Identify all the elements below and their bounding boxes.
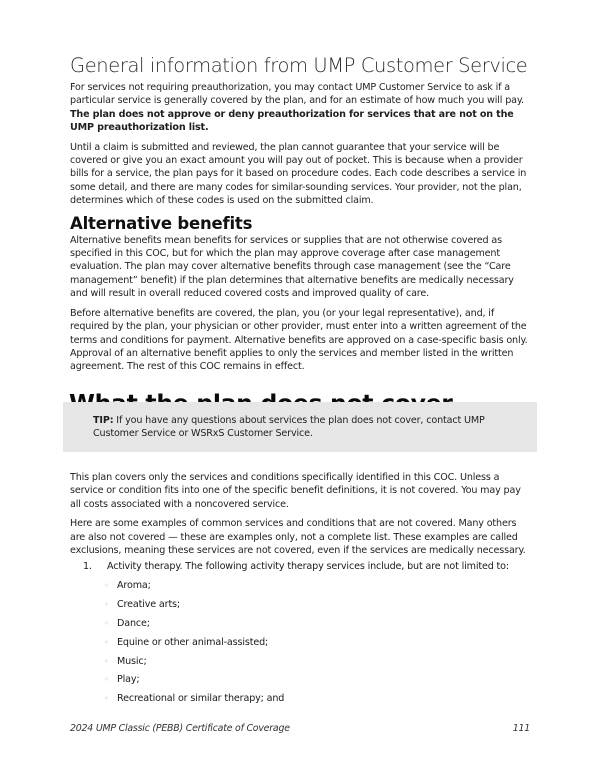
sub-list-item-text: Equine or other animal-assisted; [117, 636, 269, 648]
sub-list-item-text: Play; [117, 674, 140, 686]
bullet-icon: ◦ [104, 675, 109, 685]
bullet-icon: ◦ [104, 656, 109, 666]
sub-list-item [70, 598, 532, 617]
bullet-icon: ◦ [104, 581, 109, 590]
list-number: 1. [83, 561, 92, 572]
footer-document-title: 2024 UMP Classic (PEBB) Certificate of Coverage [70, 723, 290, 734]
page-number: 111 [512, 723, 530, 734]
bullet-icon: ◦ [104, 599, 109, 609]
tip-body: If you have any questions about services the plan does not cover, contact UMP Customer Service or WSRxS Customer Service. [93, 415, 485, 440]
paragraph-exclusions-intro: Here are some examples of common services and conditions that are not covered. Many others are also not covered — these are examples only, not a complete list. These examples are called exclusions, meaning these services are not covered, even if the services are medically necessary. [70, 518, 526, 557]
bullet-icon: ◦ [104, 618, 109, 628]
sub-list-item [70, 655, 532, 674]
paragraph-text: For services not requiring preauthorization, you may contact UMP Customer Service to ask if a particular service is generally covered by the plan, and for an estimate of how much you will pay. [70, 82, 524, 107]
main-content [70, 54, 532, 418]
bullet-icon: ◦ [104, 637, 109, 647]
heading-alternative-benefits: Alternative benefits [70, 213, 253, 233]
tip-box [63, 402, 537, 452]
exclusions-list [70, 560, 532, 711]
sub-list-item-text: Aroma; [117, 580, 151, 591]
bold-statement: The plan does not approve or deny preauthorization for services that are not on the UMP preauthorization list. [70, 108, 514, 134]
tip-label: TIP: [93, 415, 114, 426]
list-item [70, 560, 532, 579]
sub-list-item-text: Music; [117, 655, 147, 667]
page-footer [70, 723, 530, 734]
paragraph-alternative-agreement: Before alternative benefits are covered, the plan, you (or your legal representative), and, if required by the plan, your physician or other provider, must enter into a written agreement of the terms and conditions for payment. Alternative benefits are approved on a case-specific basis only. Approval of an alternative benefit applies to only the services and member listed in the written agreement. The rest of this COC remains in effect. [70, 307, 528, 373]
paragraph-coverage-scope: This plan covers only the services and conditions specifically identified in this COC. Unless a service or condition fits into one of the specific benefit definitions, it is not covered. You may pay all costs associated with a noncovered service. [70, 472, 521, 510]
sub-list-item [70, 617, 532, 636]
sub-list-item-text: Creative arts; [117, 598, 180, 610]
paragraph-claim-guarantee: Until a claim is submitted and reviewed, the plan cannot guarantee that your service will be covered or give you an exact amount you will pay out of pocket. This is because when a provider bills for a service, the plan pays for it based on procedure codes. Each code describes a service in some detail, and there are many codes for similar-sounding services. Your provider, not the plan, determines which of these codes is used on the submitted claim. [70, 141, 527, 207]
sub-list-item [70, 636, 532, 655]
bullet-icon: ◦ [104, 694, 109, 704]
tip-text [93, 414, 513, 441]
paragraph-preauthorization [70, 81, 532, 135]
not-covered-body [70, 471, 532, 563]
heading-general-information: General information from UMP Customer Service [70, 54, 528, 77]
sub-list-item [70, 692, 532, 711]
sub-list-item-text: Dance; [117, 617, 150, 629]
paragraph-alternative-definition: Alternative benefits mean benefits for services or supplies that are not otherwise covered as specified in this COC, but for which the plan may approve coverage after case management evaluation. The plan may cover alternative benefits through case management (see the “Care management” benefit) if the plan determines that alternative benefits are medically necessary and will result in overall reduced covered costs and improved quality of care. [70, 234, 514, 300]
sub-list-item [70, 579, 532, 598]
list-item-text: Activity therapy. The following activity therapy services include, but are not limited to: [107, 561, 509, 572]
sub-list-item-text: Recreational or similar therapy; and [117, 693, 285, 705]
sub-list-item [70, 673, 532, 692]
